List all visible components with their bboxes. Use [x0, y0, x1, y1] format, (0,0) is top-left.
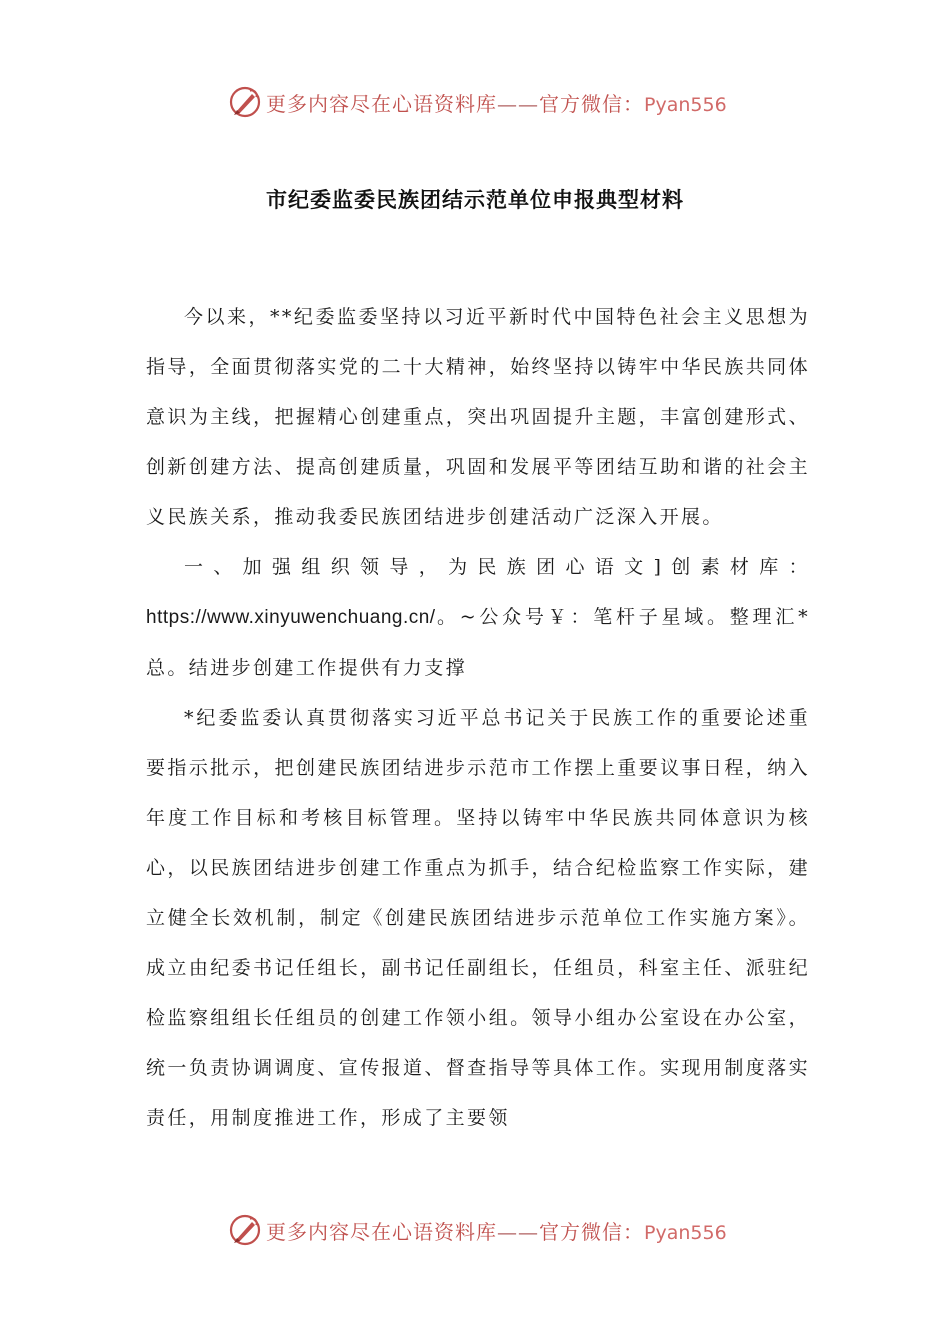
- paragraph-section-body: *纪委监委认真贯彻落实习近平总书记关于民族工作的重要论述重要指示批示，把创建民族团结进步示范市工作摆上重要议事日程，纳入年度工作目标和考核目标管理。坚持以铸牢中华民族共同体意识为核心，以民族团结进步创建工作重点为抓手，结合纪检监察工作实际，建立健全长效机制，制定《创建民族团结进步示范单位工作实施方案》。成立由纪委书记任组长，副书记任副组长，任组员，科室主任、派驻纪检监察组组长任组员的创建工作领小组。领导小组办公室设在办公室，统一负责协调调度、宣传报道、督查指导等具体工作。实现用制度落实责任，用制度推进工作，形成了主要领: [146, 707, 810, 1129]
- pen-logo-icon: [228, 85, 262, 119]
- watermark-banner-top: [228, 82, 728, 122]
- watermark-banner-bottom: [228, 1210, 728, 1250]
- paragraph-intro: 今以来，**纪委监委坚持以习近平新时代中国特色社会主义思想为指导，全面贯彻落实党的二十大精神，始终坚持以铸牢中华民族共同体意识为主线，把握精心创建重点，突出巩固提升主题，丰富创建形式、创新创建方法、提高创建质量，巩固和发展平等团结互助和谐的社会主义民族关系，推动我委民族团结进步创建活动广泛深入开展。: [146, 306, 810, 528]
- source-url: https://www.xinyuwenchuang.cn/: [146, 607, 436, 628]
- page-title: 市纪委监委民族团结示范单位申报典型材料: [266, 188, 684, 212]
- pen-logo-icon: [228, 1213, 262, 1247]
- watermark-text: 更多内容尽在心语资料库——官方微信：Pyan556: [266, 1219, 727, 1244]
- document-body: [146, 292, 810, 1143]
- watermark-text: 更多内容尽在心语资料库——官方微信：Pyan556: [266, 91, 727, 116]
- paragraph-section-heading: 一、加强组织领导，为民族团心语文]创素材库：https://www.xinyuwenchuang.cn/。~公众号￥：笔杆子星域。整理汇*总。结进步创建工作提供有力支撑: [146, 556, 810, 679]
